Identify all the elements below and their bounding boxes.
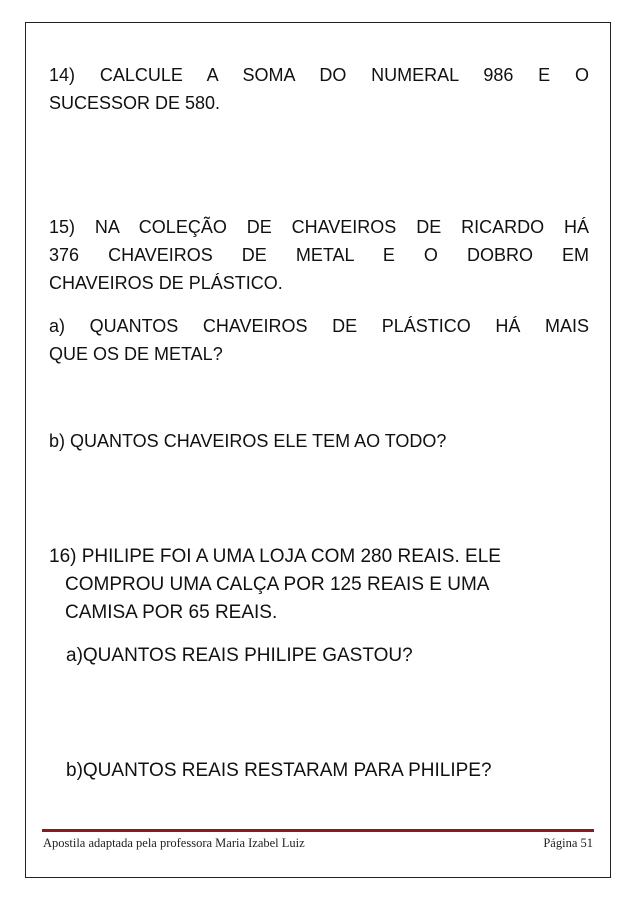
question-14-line-1: 14) CALCULE A SOMA DO NUMERAL 986 E O [49, 65, 589, 85]
question-15a [49, 312, 589, 368]
footer-page-number: Página 51 [543, 836, 593, 850]
footer-author: Apostila adaptada pela professora Maria Izabel Luiz [43, 836, 305, 850]
question-16a: a)QUANTOS REAIS PHILIPE GASTOU? [66, 645, 413, 666]
question-14 [49, 61, 589, 117]
question-16-line-2: COMPROU UMA CALÇA POR 125 REAIS E UMA [65, 574, 490, 595]
question-15-line-2: 376 CHAVEIROS DE METAL E O DOBRO EM [49, 245, 589, 265]
question-14-line-2: SUCESSOR DE 580. [49, 93, 221, 113]
question-16 [49, 543, 589, 627]
footer-rule [42, 829, 594, 832]
question-15 [49, 213, 589, 297]
question-15b: b) QUANTOS CHAVEIROS ELE TEM AO TODO? [49, 431, 447, 451]
question-16b: b)QUANTOS REAIS RESTARAM PARA PHILIPE? [66, 760, 492, 781]
question-15-line-1: 15) NA COLEÇÃO DE CHAVEIROS DE RICARDO HÁ [49, 217, 589, 237]
question-15a-line-1: a) QUANTOS CHAVEIROS DE PLÁSTICO HÁ MAIS [49, 316, 589, 336]
question-15-line-3: CHAVEIROS DE PLÁSTICO. [49, 273, 283, 293]
question-16-line-3: CAMISA POR 65 REAIS. [65, 602, 278, 623]
question-16-line-1: 16) PHILIPE FOI A UMA LOJA COM 280 REAIS. ELE [49, 546, 501, 567]
question-15a-line-2: QUE OS DE METAL? [49, 344, 223, 364]
